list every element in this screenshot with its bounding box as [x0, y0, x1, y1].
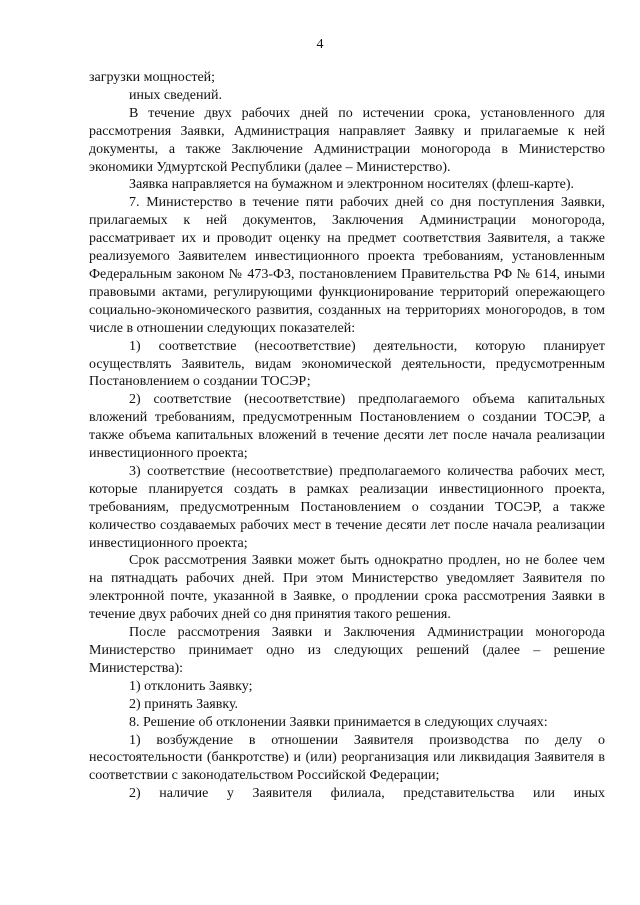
paragraph: 8. Решение об отклонении Заявки принимается в следующих случаях:: [129, 714, 548, 730]
page-number: 4: [316, 37, 324, 52]
list-item: 2) наличие у Заявителя филиала, представительства или иных: [129, 786, 605, 802]
paragraph: иных сведений.: [129, 87, 222, 103]
list-item: 3) соответствие (несоответствие) предполагаемого количества рабочих мест, которые планируется создать в рамках реализации инвестиционного проекта, требованиям, предусмотренным Постановлением о создании ТОСЭР, а также количество создаваемых рабочих мест в течение десяти лет после начала реализации инвестиционного проекта;: [89, 463, 605, 551]
list-item: 1) соответствие (несоответствие) деятельности, которую планирует осуществлять Заявитель, видам экономической деятельности, предусмотренным Постановлением о создании ТОСЭР;: [89, 338, 605, 390]
paragraph: загрузки мощностей;: [89, 70, 216, 85]
list-item: 2) принять Заявку.: [129, 696, 239, 712]
paragraph: Заявка направляется на бумажном и электронном носителях (флеш-карте).: [129, 177, 575, 193]
list-item: 2) соответствие (несоответствие) предполагаемого объема капитальных вложений требованиям, предусмотренным Постановлением о создании ТОСЭР, а также объема капитальных вложений в течение десяти лет после начала реализации инвестиционного проекта;: [89, 392, 605, 462]
document-body: [89, 69, 605, 803]
paragraph: После рассмотрения Заявки и Заключения Администрации моногорода Министерство принимает одно из следующих решений (далее – решение Министерства):: [89, 625, 605, 676]
paragraph: В течение двух рабочих дней по истечении срока, установленного для рассмотрения Заявки, Администрация направляет Заявку и прилагаемые к ней документы, а также Заключение Администрации моногорода в Министерство экономики Удмуртской Республики (далее – Министерство).: [89, 105, 605, 175]
paragraph: Срок рассмотрения Заявки может быть однократно продлен, но не более чем на пятнадцать рабочих дней. При этом Министерство уведомляет Заявителя по электронной почте, указанной в Заявке, о продлении срока рассмотрения Заявки в течение двух рабочих дней со дня принятия такого решения.: [89, 553, 605, 623]
list-item: 1) отклонить Заявку;: [129, 678, 253, 694]
paragraph: 7. Министерство в течение пяти рабочих дней со дня поступления Заявки, прилагаемых к ней документов, Заключения Администрации моногорода, рассматривает их и проводит оценку на предмет соответствия Заявителя, а также реализуемого Заявителем инвестиционного проекта требованиям, установленным Федеральным законом № 473-ФЗ, постановлением Правительства РФ № 614, иными правовыми актами, регулирующими функционирование территорий опережающего социально-экономического развития, созданных на территориях моногородов, в том числе в отношении следующих показателей:: [89, 195, 605, 336]
list-item: 1) возбуждение в отношении Заявителя производства по делу о несостоятельности (банкротстве) и (или) реорганизация или ликвидация Заявителя в соответствии с законодательством Российской Федерации;: [89, 732, 605, 784]
